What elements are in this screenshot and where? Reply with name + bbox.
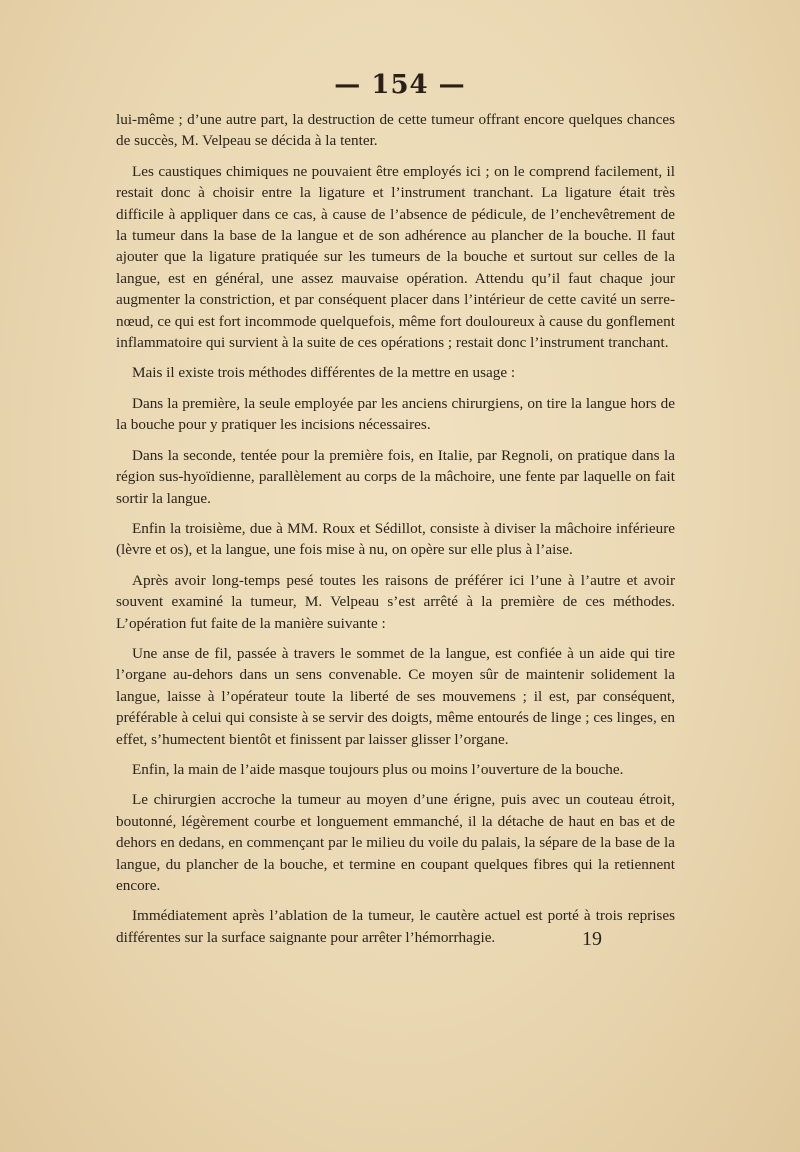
paragraph: Dans la seconde, tentée pour la première fois, en Italie, par Regnoli, on pratique dans la région sus-hyoïdienne, parallèlement au corps de la mâchoire, une fente par laquelle on fait sortir la langue. [116, 446, 675, 507]
paragraph: Enfin, la main de l’aide masque toujours plus ou moins l’ouverture de la bouche. [132, 760, 624, 778]
paragraph: Immédiatement après l’ablation de la tumeur, le cautère actuel est porté à trois reprises différentes sur la surface saignante pour arrêter l’hémorrhagie. [116, 907, 675, 946]
body-text [116, 109, 675, 957]
paragraph: lui-même ; d’une autre part, la destruction de cette tumeur offrant encore quelques chances de succès, M. Velpeau se décida à la tenter. [116, 111, 675, 150]
paragraph: Dans la première, la seule employée par les anciens chirurgiens, on tire la langue hors de la bouche pour y pratiquer les incisions nécessaires. [116, 394, 675, 434]
paragraph: Une anse de fil, passée à travers le sommet de la langue, est confiée à un aide qui tire l’organe au-dehors dans un sens convenable. Ce moyen sûr de maintenir solidement la langue, laisse à l’opérateur toute la liberté de ses mouvemens ; il est, par conséquent, préférable à celui qui consiste à se servir des doigts, même entourés de linge ; ces linges, en effet, s’humectent bientôt et finissent par laisser glisser l’organe. [116, 644, 675, 748]
page-number-header: — 154 — [334, 70, 466, 100]
paragraph: Le chirurgien accroche la tumeur au moyen d’une érigne, puis avec un couteau étroit, boutonné, légèrement courbe et longuement emmanché, il la détache de haut en bas et de dehors en dedans, en commençant par le milieu du voile du palais, la sépare de la base de la langue, du plancher de la bouche, et termine en coupant quelques fibres qui la retiennent encore. [116, 791, 675, 894]
signature-mark: 19 [582, 928, 602, 950]
paragraph: Enfin la troisième, due à MM. Roux et Sédillot, consiste à diviser la mâchoire inférieure (lèvre et os), et la langue, une fois mise à nu, on opère sur elle plus à l’aise. [116, 519, 675, 559]
paragraph: Les caustiques chimiques ne pouvaient être employés ici ; on le comprend facilement, il restait donc à choisir entre la ligature et l’instrument tranchant. La ligature était très difficile à appliquer dans ce cas, à cause de l’absence de pédicule, de l’enchevêtrement de la tumeur dans la base de la langue et de son adhérence au plancher de la bouche. Il faut ajouter que la ligature pratiquée sur les tumeurs de la bouche et surtout sur celles de la langue, est en général, une assez mauvaise opération. Attendu qu’il faut chaque jour augmenter la constriction, et par conséquent placer dans l’intérieur de cette cavité un serre-nœud, ce qui est fort incommode quelquefois, même fort douloureux à cause du gonflement inflammatoire qui survient à la suite de ces opérations ; restait donc l’instrument tranchant. [116, 162, 675, 352]
paragraph: Mais il existe trois méthodes différentes de la mettre en usage : [132, 364, 516, 382]
paragraph: Après avoir long-temps pesé toutes les raisons de préférer ici l’une à l’autre et avoir souvent examiné la tumeur, M. Velpeau s’est arrêté à la première de ces méthodes. L’opération fut faite de la manière suivante : [116, 571, 675, 632]
